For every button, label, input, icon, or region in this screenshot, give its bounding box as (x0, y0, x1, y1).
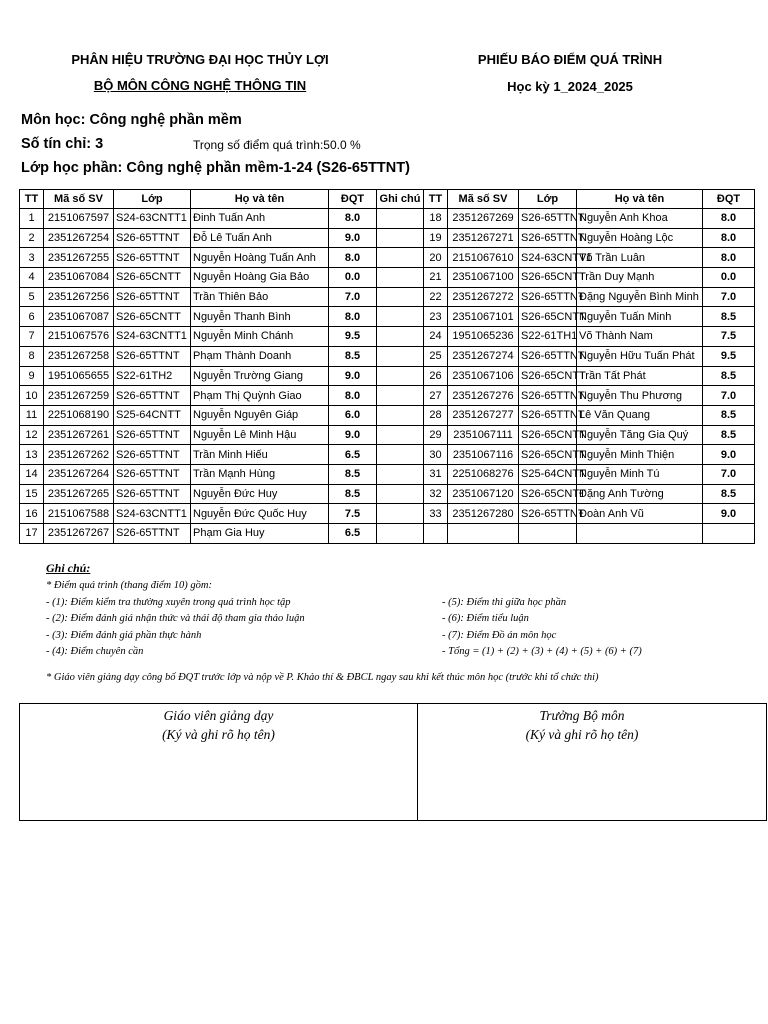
grades-table (19, 189, 755, 544)
cell-name: Trần Minh Hiếu (191, 445, 329, 465)
cell-class: S25-64CNTT (114, 405, 191, 425)
cell-class: S26-65TTNT (114, 346, 191, 366)
cell-tt: 7 (20, 327, 44, 347)
table-row (20, 307, 755, 327)
table-row (20, 346, 755, 366)
cell-grade: 7.0 (329, 287, 377, 307)
cell-tt: 21 (424, 268, 448, 288)
cell-tt: 31 (424, 464, 448, 484)
cell-class: S24-63CNTT1 (114, 209, 191, 229)
cell-grade: 0.0 (703, 268, 755, 288)
cell-tt: 12 (20, 425, 44, 445)
note-item: - (1): Điểm kiểm tra thường xuyên trong quá trình học tập (46, 597, 291, 608)
cell-tt: 24 (424, 327, 448, 347)
cell-class: S26-65CNTT (519, 268, 577, 288)
cell-notes (377, 524, 424, 544)
cell-name: Đỗ Lê Tuấn Anh (191, 228, 329, 248)
cell-name: Nguyễn Tăng Gia Quý (577, 425, 703, 445)
cell-grade: 8.0 (329, 248, 377, 268)
teacher-signature-box (19, 703, 418, 821)
cell-class: S25-64CNTT (519, 464, 577, 484)
cell-notes (377, 484, 424, 504)
cell-class: S26-65TTNT (114, 248, 191, 268)
cell-name: Nguyễn Nguyên Giáp (191, 405, 329, 425)
notes-intro: * Điểm quá trình (thang điểm 10) gồm: (46, 580, 212, 591)
cell-student-id: 2251068276 (448, 464, 519, 484)
cell-tt: 20 (424, 248, 448, 268)
cell-notes (377, 405, 424, 425)
col-grade: ĐQT (329, 190, 377, 209)
cell-name: Võ Trần Luân (577, 248, 703, 268)
cell-student-id: 2351067106 (448, 366, 519, 386)
cell-name: Nguyễn Thu Phương (577, 386, 703, 406)
cell-notes (377, 504, 424, 524)
cell-student-id: 2351267267 (44, 524, 114, 544)
cell-tt: 8 (20, 346, 44, 366)
col-name-2: Họ và tên (577, 190, 703, 209)
cell-tt: 17 (20, 524, 44, 544)
cell-class: S22-61TH2 (114, 366, 191, 386)
cell-class: S26-65TTNT (114, 386, 191, 406)
cell-tt: 11 (20, 405, 44, 425)
table-row (20, 524, 755, 544)
cell-student-id: 2351067100 (448, 268, 519, 288)
cell-name: Đinh Tuấn Anh (191, 209, 329, 229)
cell-student-id: 2351267261 (44, 425, 114, 445)
cell-name: Nguyễn Minh Tú (577, 464, 703, 484)
cell-tt: 10 (20, 386, 44, 406)
cell-class (519, 524, 577, 544)
cell-student-id: 2151067610 (448, 248, 519, 268)
cell-grade: 9.5 (329, 327, 377, 347)
cell-tt: 23 (424, 307, 448, 327)
cell-grade: 7.5 (703, 327, 755, 347)
form-title: PHIẾU BÁO ĐIỂM QUÁ TRÌNH (477, 52, 663, 67)
note-item: - (6): Điểm tiểu luận (442, 613, 529, 624)
cell-class: S26-65CNTT (114, 307, 191, 327)
cell-class: S24-63CNTT1 (519, 248, 577, 268)
head-signature-box (417, 703, 767, 821)
cell-class: S26-65TTNT (114, 445, 191, 465)
cell-class: S26-65TTNT (519, 287, 577, 307)
cell-class: S26-65CNTT (519, 445, 577, 465)
cell-student-id: 2351267269 (448, 209, 519, 229)
table-row (20, 425, 755, 445)
cell-student-id: 2351267258 (44, 346, 114, 366)
cell-name: Nguyễn Hữu Tuấn Phát (577, 346, 703, 366)
cell-name: Nguyễn Hoàng Lộc (577, 228, 703, 248)
cell-grade: 9.0 (329, 425, 377, 445)
cell-student-id: 2351067084 (44, 268, 114, 288)
table-row (20, 504, 755, 524)
cell-name: Nguyễn Trường Giang (191, 366, 329, 386)
cell-grade: 8.5 (703, 366, 755, 386)
head-signature-note: (Ký và ghi rõ họ tên) (525, 727, 639, 742)
cell-student-id: 2351267276 (448, 386, 519, 406)
cell-notes (377, 287, 424, 307)
cell-notes (377, 268, 424, 288)
cell-notes (377, 445, 424, 465)
cell-name: Đặng Nguyễn Bình Minh (577, 287, 703, 307)
cell-tt: 6 (20, 307, 44, 327)
cell-grade: 7.0 (703, 287, 755, 307)
credits: Số tín chỉ: 3 (21, 136, 104, 152)
cell-name: Nguyễn Anh Khoa (577, 209, 703, 229)
cell-class: S26-65CNTT (519, 307, 577, 327)
weight: Trọng số điểm quá trình:50.0 % (193, 138, 361, 152)
cell-student-id: 2351067087 (44, 307, 114, 327)
col-name: Họ và tên (191, 190, 329, 209)
cell-grade: 9.0 (703, 504, 755, 524)
cell-name: Trần Mạnh Hùng (191, 464, 329, 484)
cell-name: Đoàn Anh Vũ (577, 504, 703, 524)
teacher-signature-note: (Ký và ghi rõ họ tên) (162, 727, 275, 742)
cell-grade: 8.5 (703, 405, 755, 425)
cell-grade: 8.0 (329, 307, 377, 327)
cell-student-id: 2351267254 (44, 228, 114, 248)
note-item: - (5): Điểm thi giữa học phần (442, 597, 567, 608)
note-item: - (2): Điểm đánh giá nhận thức và thái độ tham gia thảo luận (46, 613, 305, 624)
cell-grade: 9.0 (329, 366, 377, 386)
cell-grade: 0.0 (329, 268, 377, 288)
cell-name: Võ Thành Nam (577, 327, 703, 347)
cell-name: Nguyễn Lê Minh Hậu (191, 425, 329, 445)
cell-tt: 5 (20, 287, 44, 307)
cell-class: S26-65TTNT (114, 524, 191, 544)
cell-tt: 18 (424, 209, 448, 229)
cell-tt: 4 (20, 268, 44, 288)
note-item: - (4): Điểm chuyên cần (46, 646, 144, 657)
cell-class: S26-65TTNT (114, 228, 191, 248)
semester: Học kỳ 1_2024_2025 (507, 79, 633, 94)
cell-grade: 8.5 (329, 484, 377, 504)
class-section: Lớp học phần: Công nghệ phần mềm-1-24 (S26-65TTNT) (21, 160, 410, 176)
cell-notes (377, 248, 424, 268)
cell-grade: 7.5 (329, 504, 377, 524)
cell-class: S26-65TTNT (519, 405, 577, 425)
cell-grade: 8.5 (329, 346, 377, 366)
cell-grade: 6.5 (329, 524, 377, 544)
cell-notes (377, 386, 424, 406)
cell-grade: 8.5 (703, 425, 755, 445)
cell-name: Nguyễn Hoàng Tuấn Anh (191, 248, 329, 268)
cell-student-id: 2351267274 (448, 346, 519, 366)
table-row (20, 484, 755, 504)
cell-name: Đặng Anh Tường (577, 484, 703, 504)
cell-tt: 22 (424, 287, 448, 307)
cell-class: S26-65TTNT (114, 484, 191, 504)
cell-class: S26-65CNTT (114, 268, 191, 288)
notes-title: Ghi chú: (46, 561, 91, 575)
cell-student-id: 2351267265 (44, 484, 114, 504)
cell-grade: 7.0 (703, 386, 755, 406)
cell-notes (377, 307, 424, 327)
cell-class: S26-65TTNT (519, 386, 577, 406)
cell-name: Nguyễn Minh Chánh (191, 327, 329, 347)
col-grade-2: ĐQT (703, 190, 755, 209)
cell-student-id: 2351267264 (44, 464, 114, 484)
table-row (20, 464, 755, 484)
cell-grade: 8.5 (329, 464, 377, 484)
cell-name: Lê Văn Quang (577, 405, 703, 425)
cell-grade: 9.0 (703, 445, 755, 465)
table-row (20, 248, 755, 268)
cell-tt: 19 (424, 228, 448, 248)
table-row (20, 405, 755, 425)
cell-tt: 33 (424, 504, 448, 524)
cell-name: Nguyễn Thanh Bình (191, 307, 329, 327)
cell-notes (377, 327, 424, 347)
head-signature-title: Trưởng Bộ môn (539, 708, 625, 723)
col-tt: TT (20, 190, 44, 209)
cell-class: S26-65TTNT (519, 209, 577, 229)
cell-student-id: 2151067588 (44, 504, 114, 524)
cell-notes (377, 464, 424, 484)
cell-class: S26-65TTNT (519, 228, 577, 248)
cell-name: Phạm Gia Huy (191, 524, 329, 544)
table-row (20, 366, 755, 386)
cell-student-id: 2351267262 (44, 445, 114, 465)
cell-tt: 25 (424, 346, 448, 366)
table-header-row (20, 190, 755, 209)
cell-student-id: 1951065236 (448, 327, 519, 347)
cell-name: Trần Thiên Bảo (191, 287, 329, 307)
cell-name: Nguyễn Đức Quốc Huy (191, 504, 329, 524)
teacher-signature-title: Giáo viên giảng dạy (163, 708, 274, 723)
cell-name: Trần Duy Mạnh (577, 268, 703, 288)
cell-grade: 9.0 (329, 228, 377, 248)
cell-tt: 32 (424, 484, 448, 504)
subject: Môn học: Công nghệ phần mềm (21, 112, 242, 128)
cell-grade: 6.5 (329, 445, 377, 465)
cell-student-id: 2151067576 (44, 327, 114, 347)
cell-grade: 6.0 (329, 405, 377, 425)
col-class: Lớp (114, 190, 191, 209)
col-student-id: Mã số SV (44, 190, 114, 209)
cell-class: S24-63CNTT1 (114, 327, 191, 347)
cell-student-id: 2351067101 (448, 307, 519, 327)
table-row (20, 287, 755, 307)
cell-grade: 8.0 (329, 209, 377, 229)
note-total: - Tổng = (1) + (2) + (3) + (4) + (5) + (6) + (7) (442, 646, 642, 657)
cell-tt: 2 (20, 228, 44, 248)
cell-tt: 14 (20, 464, 44, 484)
col-class-2: Lớp (519, 190, 577, 209)
cell-tt (424, 524, 448, 544)
table-row (20, 386, 755, 406)
cell-grade: 8.0 (329, 386, 377, 406)
cell-notes (377, 209, 424, 229)
cell-class: S26-65TTNT (114, 425, 191, 445)
cell-name: Nguyễn Tuấn Minh (577, 307, 703, 327)
cell-tt: 15 (20, 484, 44, 504)
cell-tt: 27 (424, 386, 448, 406)
cell-tt: 3 (20, 248, 44, 268)
table-row (20, 268, 755, 288)
cell-class: S26-65TTNT (519, 504, 577, 524)
cell-class: S26-65CNTT (519, 484, 577, 504)
cell-grade: 8.5 (703, 307, 755, 327)
cell-grade: 8.0 (703, 248, 755, 268)
table-row (20, 327, 755, 347)
cell-notes (377, 346, 424, 366)
cell-student-id: 2351267255 (44, 248, 114, 268)
cell-name: Nguyễn Minh Thiện (577, 445, 703, 465)
cell-class: S26-65TTNT (519, 346, 577, 366)
table-row (20, 209, 755, 229)
table-row (20, 445, 755, 465)
cell-grade: 7.0 (703, 464, 755, 484)
cell-grade: 9.5 (703, 346, 755, 366)
col-tt-2: TT (424, 190, 448, 209)
cell-tt: 16 (20, 504, 44, 524)
cell-tt: 30 (424, 445, 448, 465)
cell-notes (377, 228, 424, 248)
cell-tt: 13 (20, 445, 44, 465)
cell-student-id: 2151067597 (44, 209, 114, 229)
cell-name: Trần Tất Phát (577, 366, 703, 386)
cell-student-id: 2351067116 (448, 445, 519, 465)
cell-student-id: 1951065655 (44, 366, 114, 386)
cell-notes (377, 425, 424, 445)
cell-class: S26-65TTNT (114, 464, 191, 484)
cell-tt: 29 (424, 425, 448, 445)
cell-grade: 8.0 (703, 209, 755, 229)
cell-name: Phạm Thị Quỳnh Giao (191, 386, 329, 406)
cell-tt: 26 (424, 366, 448, 386)
cell-student-id: 2351267272 (448, 287, 519, 307)
school-name: PHÂN HIỆU TRƯỜNG ĐẠI HỌC THỦY LỢI (71, 52, 329, 67)
cell-class: S22-61TH1 (519, 327, 577, 347)
col-student-id-2: Mã số SV (448, 190, 519, 209)
cell-tt: 28 (424, 405, 448, 425)
cell-grade: 8.5 (703, 484, 755, 504)
notes-footer: * Giáo viên giảng dạy công bố ĐQT trước lớp và nộp về P. Khảo thí & ĐBCL ngay sau khi kết thúc môn học (trước khi tổ chức thi) (46, 672, 599, 683)
cell-class: S24-63CNTT1 (114, 504, 191, 524)
cell-student-id: 2351067111 (448, 425, 519, 445)
department-name: BỘ MÔN CÔNG NGHỆ THÔNG TIN (93, 78, 307, 93)
cell-tt: 9 (20, 366, 44, 386)
cell-notes (377, 366, 424, 386)
cell-student-id: 2351067120 (448, 484, 519, 504)
note-item: - (7): Điểm Đồ án môn học (442, 630, 557, 641)
col-notes: Ghi chú (377, 190, 424, 209)
cell-student-id: 2351267259 (44, 386, 114, 406)
cell-student-id: 2351267271 (448, 228, 519, 248)
cell-grade (703, 524, 755, 544)
cell-name (577, 524, 703, 544)
table-row (20, 228, 755, 248)
cell-student-id: 2351267280 (448, 504, 519, 524)
cell-tt: 1 (20, 209, 44, 229)
cell-student-id: 2351267256 (44, 287, 114, 307)
cell-name: Nguyễn Hoàng Gia Bảo (191, 268, 329, 288)
cell-class: S26-65TTNT (114, 287, 191, 307)
cell-class: S26-65CNTT (519, 366, 577, 386)
cell-student-id: 2251068190 (44, 405, 114, 425)
note-item: - (3): Điểm đánh giá phần thực hành (46, 630, 202, 641)
cell-name: Phạm Thành Doanh (191, 346, 329, 366)
cell-student-id (448, 524, 519, 544)
cell-class: S26-65CNTT (519, 425, 577, 445)
cell-grade: 8.0 (703, 228, 755, 248)
cell-name: Nguyễn Đức Huy (191, 484, 329, 504)
cell-student-id: 2351267277 (448, 405, 519, 425)
